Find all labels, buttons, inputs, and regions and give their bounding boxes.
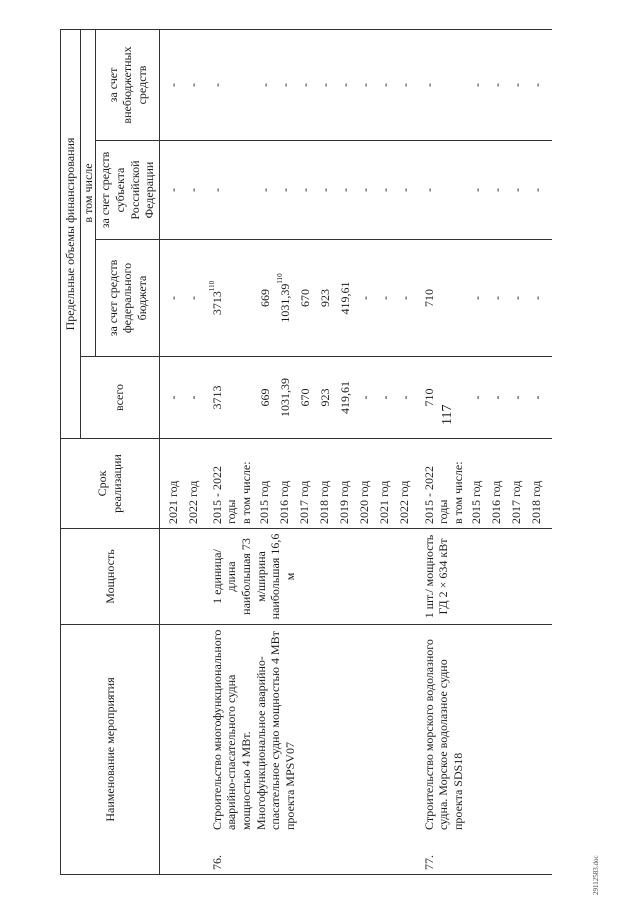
cell-extra: - <box>209 82 224 87</box>
item-power: 1 единица/ длина наибольшая 73 м/ширина наибольшая 16,6 м <box>208 529 420 625</box>
cell-extra: - <box>297 82 312 87</box>
cell-federal: 670 <box>297 289 312 307</box>
cell-regional: - <box>185 188 200 192</box>
header-name: Наименование мероприятия <box>61 625 160 875</box>
item-incl: в том числе: <box>239 461 253 524</box>
cell-total: 1031,39 <box>277 378 292 417</box>
header-total: всего <box>80 357 159 439</box>
cell-extra: - <box>421 82 436 87</box>
year-label: 2017 год <box>509 480 523 524</box>
cell-total: - <box>185 395 200 400</box>
year-label: 2016 год <box>277 480 291 524</box>
header-extra: за счет внебюджетных средств <box>96 29 160 140</box>
cell-total: - <box>397 395 412 400</box>
cell-federal: 3713 <box>209 291 224 316</box>
cell-regional: - <box>337 188 352 192</box>
cell-extra: - <box>509 82 524 87</box>
header-term: Срок реализации <box>61 439 160 529</box>
year-label: 2018 год <box>529 480 543 524</box>
year-label: 2022 год <box>397 480 411 524</box>
footnote-mark: 110 <box>207 280 216 292</box>
year-label: 2021 год <box>377 480 391 524</box>
year-label: 2018 год <box>317 480 331 524</box>
cell-federal: 1031,39 <box>277 283 292 323</box>
cell-federal: - <box>529 296 544 300</box>
cell-regional: - <box>469 188 484 192</box>
cell-total: - <box>469 395 484 400</box>
cell-regional: - <box>209 188 224 192</box>
cell-total: - <box>165 395 180 400</box>
item-number: 77. <box>421 855 436 870</box>
cell-regional: - <box>397 188 412 192</box>
item-term: 2015 - 2022 годы <box>421 466 451 524</box>
cell-total: 923 <box>317 388 332 407</box>
rotated-table-wrapper <box>60 30 595 875</box>
cell-total: - <box>489 395 504 400</box>
cell-regional: - <box>529 188 544 192</box>
cell-total: 419,61 <box>337 381 352 414</box>
page-number: 117 <box>440 404 455 425</box>
year-label: 2019 год <box>337 480 351 524</box>
cell-regional: - <box>277 188 292 192</box>
table-row <box>208 29 420 874</box>
cell-extra: - <box>277 82 292 87</box>
cell-extra: - <box>377 82 392 87</box>
cell-federal: - <box>489 296 504 300</box>
cell-regional: - <box>165 188 180 192</box>
table-row <box>420 29 552 874</box>
year-label: 2022 год <box>185 480 200 524</box>
cell-federal: - <box>509 296 524 300</box>
cell-federal: 669 <box>257 289 272 307</box>
cell-regional: - <box>489 188 504 192</box>
financing-table <box>60 29 552 875</box>
cell-federal: - <box>377 296 392 300</box>
cell-extra: - <box>317 82 332 87</box>
cell-federal: 419,61 <box>337 281 352 315</box>
footnote-mark: 110 <box>275 273 284 284</box>
cell-extra: - <box>397 82 412 87</box>
header-federal: за счет средств федерального бюджета <box>96 240 160 357</box>
cell-regional: - <box>297 188 312 192</box>
cell-regional: - <box>377 188 392 192</box>
cell-total: - <box>529 395 544 400</box>
header-power: Мощность <box>61 529 160 625</box>
item-power: 1 шт./ мощность ГД 2 × 634 кВт <box>420 529 552 625</box>
cell-regional: - <box>509 188 524 192</box>
cell-total: - <box>377 395 392 400</box>
item-name: Строительство морского водолазного судна. Морское водолазное судно проекта SDS18 <box>421 639 465 830</box>
year-label: 2016 год <box>489 480 503 524</box>
year-label: 2017 год <box>297 480 311 524</box>
year-label: 2015 год <box>469 480 483 524</box>
cell-federal: - <box>165 296 180 300</box>
cell-total: 669 <box>257 388 272 407</box>
cell-regional: - <box>317 188 332 192</box>
cell-total: 670 <box>297 388 312 407</box>
cell-regional: - <box>257 188 272 192</box>
cell-federal: - <box>185 296 200 300</box>
cell-extra: - <box>165 82 180 87</box>
cell-federal: - <box>397 296 412 300</box>
header-incl: в том числе <box>80 29 96 356</box>
header-limits: Предельные объемы финансирования <box>61 29 81 438</box>
cell-federal: 710 <box>421 289 436 307</box>
table-body <box>159 29 552 874</box>
cell-total: 3713 <box>209 385 224 410</box>
cell-total: 710 <box>421 388 436 407</box>
item-name: Строительство многофункционального аварийно-спасательного судна мощностью 4 МВт. Многофункциональное аварийно-спасательное судно мощностью 4 МВт проекта MPSV07 <box>209 629 297 830</box>
item-term: 2015 - 2022 годы <box>209 466 239 524</box>
cell-extra: - <box>489 82 504 87</box>
header-regional: за счет средств субъекта Российской Федерации <box>96 141 160 240</box>
cell-total: - <box>357 395 372 400</box>
cell-extra: - <box>529 82 544 87</box>
cell-federal: 923 <box>317 289 332 307</box>
year-label: 2015 год <box>257 480 271 524</box>
cell-total: - <box>509 395 524 400</box>
item-number: 76. <box>209 855 224 870</box>
table-row <box>159 29 208 874</box>
item-incl: в том числе: <box>451 461 465 524</box>
cell-federal: - <box>357 296 372 300</box>
cell-extra: - <box>185 82 200 87</box>
cell-regional: - <box>357 188 372 192</box>
cell-extra: - <box>257 82 272 87</box>
doc-id: 29112583.doc <box>592 855 600 895</box>
year-label: 2020 год <box>357 480 371 524</box>
cell-federal: - <box>469 296 484 300</box>
cell-regional: - <box>421 188 436 192</box>
cell-extra: - <box>357 82 372 87</box>
cell-extra: - <box>469 82 484 87</box>
cell-extra: - <box>337 82 352 87</box>
year-label: 2021 год <box>165 480 180 524</box>
